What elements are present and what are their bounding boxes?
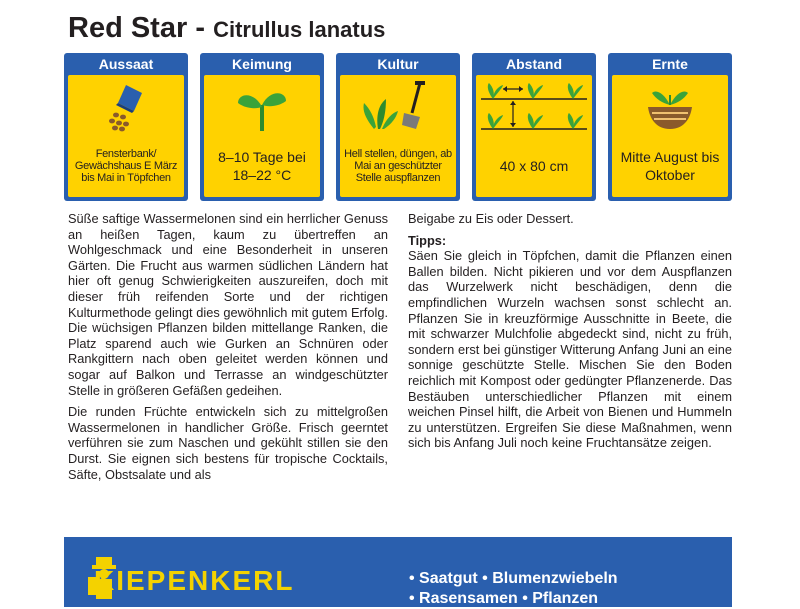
panel-keimung bbox=[200, 53, 324, 201]
panel-kultur bbox=[336, 53, 460, 201]
panel-body bbox=[340, 75, 456, 197]
product-features bbox=[409, 569, 618, 609]
panel-ernte bbox=[608, 53, 732, 201]
panel-text: 8–10 Tage bei 18–22 °C bbox=[218, 149, 306, 183]
feature-line: • Saatgut • Blumenzwiebeln bbox=[409, 570, 618, 587]
tips-heading: Tipps: bbox=[408, 232, 447, 248]
panel-text: Mitte August bis Oktober bbox=[620, 149, 720, 183]
spacing-icon bbox=[476, 79, 592, 133]
panel-label: Kultur bbox=[377, 56, 419, 72]
panel-label: Ernte bbox=[652, 56, 688, 72]
latin-name: Citrullus lanatus bbox=[213, 17, 386, 42]
panel-label: Keimung bbox=[232, 56, 292, 72]
tips-text: Säen Sie gleich in Töpfchen, damit die Pflanzen einen Ballen bilden. Nicht pikieren und vor dem Auspflanzen das Wurzelwerk nicht beschädigen, denn die empfindlichen Wurzeln wachsen sonst schlecht an. Pflanzen Sie in kreuzförmige Ausschnitte in Beete, die mit schwarzer Mulchfolie abgedeckt sind, nicht zu früh, sondern erst bei günstiger Witterung Anfang Juni an eine sonnige geschützte Stelle. Mischen Sie den Boden reichlich mit Kompost oder gedüngter Pflanzenerde. Das Bestäuben unterschiedlicher Pflanzen mit einem weichen Pinsel hilft, die Arbeit von Bienen und Hummeln zu unterstützen. Ergreifen Sie diese Maßnahmen, wenn sich bis Anfang Juli noch keine Fruchtansätze zeigen. bbox=[408, 248, 732, 451]
variety-name: Red Star bbox=[68, 12, 188, 44]
feature-line: • Rasensamen • Pflanzen bbox=[409, 590, 599, 607]
description-column-left bbox=[68, 211, 388, 488]
panel-text: Fensterbank/ Gewächshaus E März bis Mai in Töpfchen bbox=[74, 148, 178, 184]
panel-label: Aussaat bbox=[98, 56, 154, 72]
description-paragraph: Beigabe zu Eis oder Dessert. bbox=[408, 211, 574, 226]
description-paragraph: Süße saftige Wassermelonen sind ein herrlicher Genuss an heißen Tagen, kaum zu übertreffen an Wohlgeschmack und eine Besonderheit in unseren Gärten. Die Frucht aus warmen südlichen Ländern hat hier oft genug Schwierigkeiten auszureifen, doch mit dieser früh reifenden Sorte und der richtigen Kulturmethode gelingt dies gewöhnlich mit gutem Erfolg. Die wüchsigen Pflanzen bilden mittellange Ranken, die Platz sparend auch wie Gurken an Schnüren oder Rankgittern nach oben geleitet werden können und sogar auf Balkon und Terrasse an windgeschützter Stelle in größeren Gefäßen gedeihen. bbox=[68, 211, 388, 398]
description-paragraph: Die runden Früchte entwickeln sich zu mittelgroßen Wassermelonen in handlicher Größe. Frisch geerntet verführen sie zum Naschen und gekühlt stillen sie den Durst. Sie eignen sich bestens für tropische Cocktails, Säfte, Obstsalate und als bbox=[68, 404, 388, 482]
panel-aussaat bbox=[64, 53, 188, 201]
description-column-right bbox=[408, 211, 732, 457]
panel-body bbox=[476, 75, 592, 197]
panel-text: Hell stellen, düngen, ab Mai an geschützter Stelle auspflanzen bbox=[344, 148, 452, 184]
title-dash: - bbox=[195, 12, 205, 44]
panel-text: 40 x 80 cm bbox=[499, 158, 569, 174]
panel-body bbox=[68, 75, 184, 197]
panel-abstand bbox=[472, 53, 596, 201]
brand-footer bbox=[64, 537, 732, 607]
harvest-bowl-icon bbox=[612, 79, 728, 133]
plant-spade-icon bbox=[340, 79, 456, 133]
brand-logo: KIEPENKERL bbox=[94, 565, 295, 596]
seedling-icon bbox=[204, 79, 320, 133]
panel-body bbox=[204, 75, 320, 197]
panel-label: Abstand bbox=[506, 56, 562, 72]
product-title bbox=[68, 12, 385, 45]
panel-body bbox=[612, 75, 728, 197]
seed-bag-icon bbox=[68, 79, 184, 133]
cultivation-panels bbox=[64, 53, 732, 205]
